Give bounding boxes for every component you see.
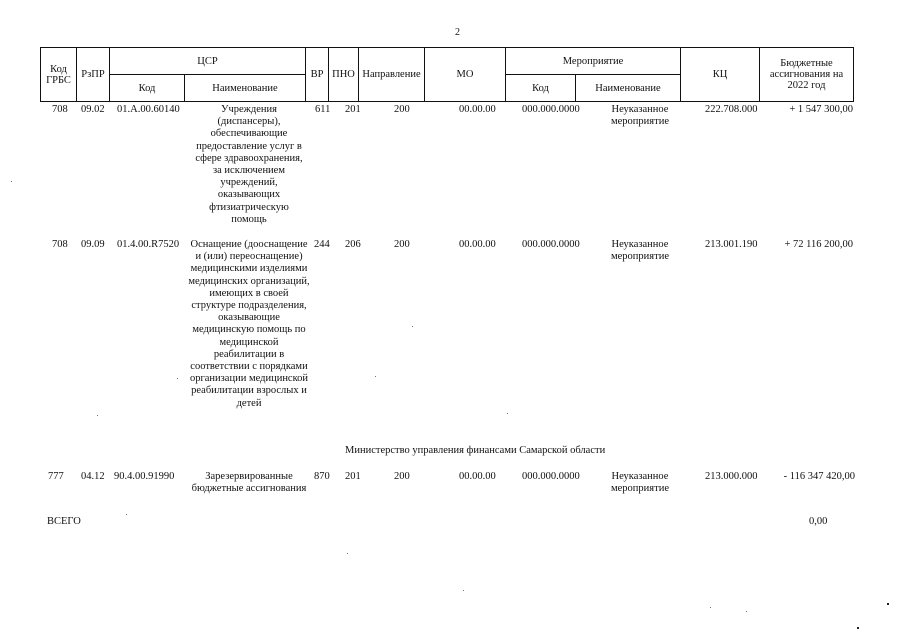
header-direction: Направление bbox=[359, 48, 425, 102]
event-name-cell: Неуказанное мероприятие bbox=[611, 471, 669, 495]
header-event-code: Код bbox=[506, 75, 576, 102]
csr-name-cell: Зарезервированные бюджетные ассигнования bbox=[191, 471, 307, 495]
mo-cell: 00.00.00 bbox=[459, 239, 496, 250]
event-code-cell: 000.000.0000 bbox=[522, 471, 580, 482]
header-csr: ЦСР bbox=[110, 48, 306, 75]
event-code-cell: 000.000.0000 bbox=[522, 104, 580, 115]
mo-cell: 00.00.00 bbox=[459, 471, 496, 482]
rzpr-cell: 09.09 bbox=[81, 239, 105, 250]
header-budget: Бюджетные ассигнования на 2022 год bbox=[760, 48, 854, 102]
vr-cell: 611 bbox=[315, 104, 331, 115]
pno-cell: 201 bbox=[345, 471, 361, 482]
header-mo: МО bbox=[425, 48, 506, 102]
ministry-heading: Министерство управления финансами Самарской области bbox=[345, 445, 606, 456]
grbs-cell: 708 bbox=[52, 104, 68, 115]
vr-cell: 870 bbox=[314, 471, 330, 482]
vr-cell: 244 bbox=[314, 239, 330, 250]
csr-name-cell: Оснащение (дооснащение и (или) переоснащение) медицинскими изделиями медицинских организаций, имеющих в своей структуре подразделения, оказывающие медицинскую помощь по медицинской реабилитации в соответствии с порядками организации медицинской реабилитации взрослых и детей bbox=[188, 239, 310, 409]
csr-code-cell: 01.4.00.R7520 bbox=[117, 239, 180, 250]
header-pno: ПНО bbox=[329, 48, 359, 102]
direction-cell: 200 bbox=[394, 471, 410, 482]
amount-cell: + 72 116 200,00 bbox=[784, 239, 853, 250]
csr-code-cell: 90.4.00.91990 bbox=[114, 471, 175, 482]
grbs-cell: 708 bbox=[52, 239, 68, 250]
table-header bbox=[40, 47, 854, 102]
direction-cell: 200 bbox=[394, 239, 410, 250]
header-event-name: Наименование bbox=[576, 75, 681, 102]
mo-cell: 00.00.00 bbox=[459, 104, 496, 115]
header-csr-code: Код bbox=[110, 75, 185, 102]
amount-cell: - 116 347 420,00 bbox=[783, 471, 855, 482]
event-code-cell: 000.000.0000 bbox=[522, 239, 580, 250]
pno-cell: 206 bbox=[345, 239, 361, 250]
rzpr-cell: 04.12 bbox=[81, 471, 105, 482]
kc-cell: 213.001.190 bbox=[705, 239, 758, 250]
kc-cell: 213.000.000 bbox=[705, 471, 758, 482]
kc-cell: 222.708.000 bbox=[705, 104, 758, 115]
total-label: ВСЕГО bbox=[47, 516, 81, 527]
header-event: Мероприятие bbox=[506, 48, 681, 75]
pno-cell: 201 bbox=[345, 104, 361, 115]
event-name-cell: Неуказанное мероприятие bbox=[611, 104, 669, 128]
header-grbs: Код ГРБС bbox=[41, 48, 77, 102]
csr-name-cell: Учреждения (диспансеры), обеспечивающие предоставление услуг в сфере здравоохранения, за исключением учреждений, оказывающих фтизиатрическую помощь bbox=[195, 104, 303, 225]
rzpr-cell: 09.02 bbox=[81, 104, 105, 115]
total-value: 0,00 bbox=[809, 516, 828, 527]
grbs-cell: 777 bbox=[48, 471, 64, 482]
csr-code-cell: 01.А.00.60140 bbox=[117, 104, 180, 115]
event-name-cell: Неуказанное мероприятие bbox=[611, 239, 669, 263]
header-csr-name: Наименование bbox=[185, 75, 306, 102]
header-vr: ВР bbox=[306, 48, 329, 102]
header-kc: КЦ bbox=[681, 48, 760, 102]
header-rzpr: РзПР bbox=[77, 48, 110, 102]
direction-cell: 200 bbox=[394, 104, 410, 115]
amount-cell: + 1 547 300,00 bbox=[789, 104, 853, 115]
page-number: 2 bbox=[455, 27, 460, 38]
